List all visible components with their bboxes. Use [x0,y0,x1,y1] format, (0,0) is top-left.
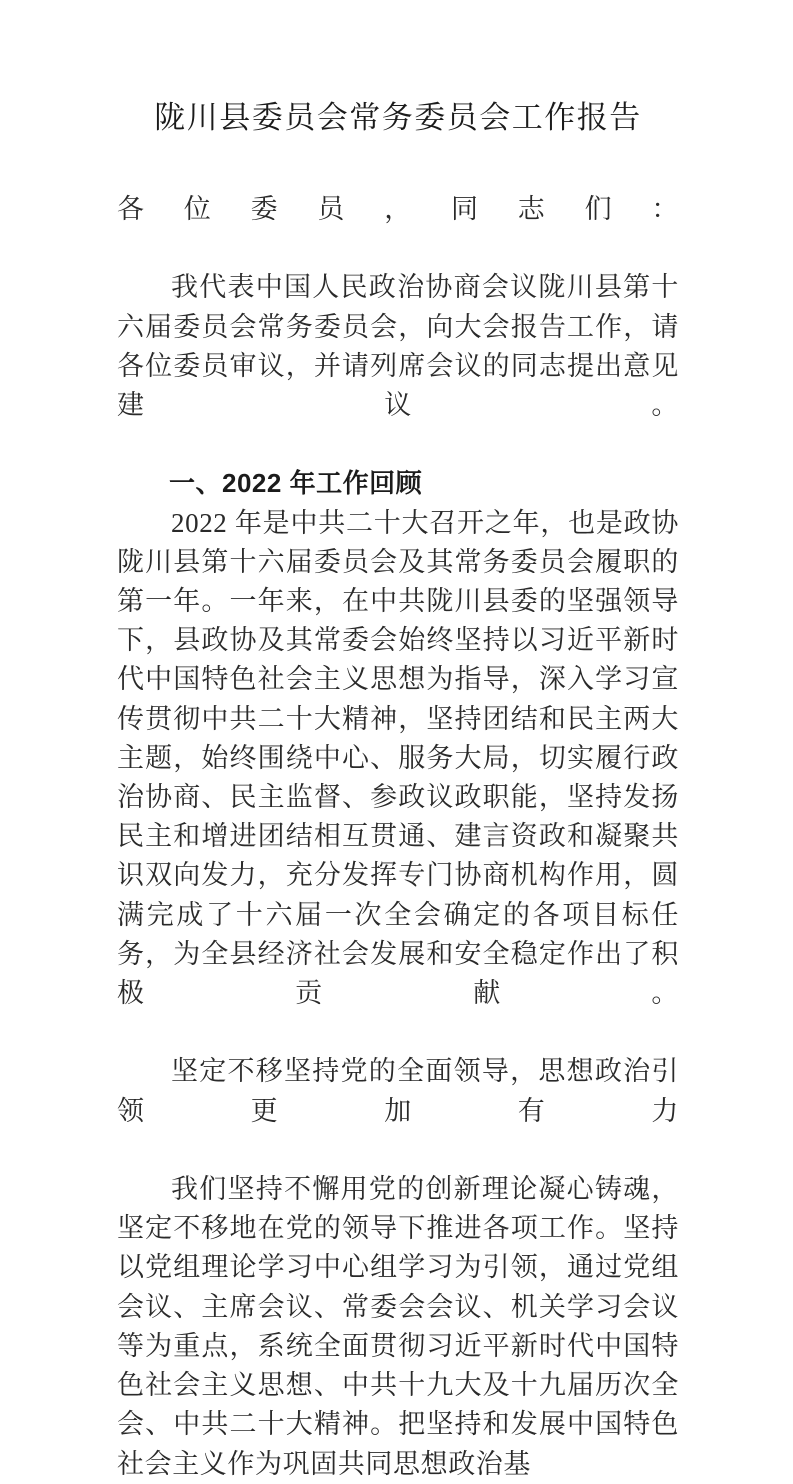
paragraph-opening: 我代表中国人民政治协商会议陇川县第十六届委员会常务委员会，向大会报告工作，请各位委员审议，并请列席会议的同志提出意见建议。 [117,272,679,421]
title-spacer [117,138,679,190]
paragraph-salutation: 各位委员，同志们： [117,194,679,224]
subsection-title-party-leadership: 坚定不移坚持党的全面领导，思想政治引领更加有力 [117,1056,679,1126]
paragraph-section1-body: 2022 年是中共二十大召开之年，也是政协陇川县第十六届委员会及其常务委员会履职的第一年。一年来，在中共陇川县委的坚强领导下，县政协及其常委会始终坚持以习近平新时代中国特色社会主义思想为指导，深入学习宣传贯彻中共二十大精神，坚持团结和民主两大主题，始终围绕中心、服务大局，切实履行政治协商、民主监督、参政议政职能，坚持发扬民主和增进团结相互贯通、建言资政和凝聚共识双向发力，充分发挥专门协商机构作用，圆满完成了十六届一次全会确定的各项目标任务，为全县经济社会发展和安全稳定作出了积极贡献。 [117,507,679,1009]
paragraph-subsection1-body: 我们坚持不懈用党的创新理论凝心铸魂，坚定不移地在党的领导下推进各项工作。坚持以党组理论学习中心组学习为引领，通过党组会议、主席会议、常委会会议、机关学习会议等为重点，系统全面贯彻习近平新时代中国特色社会主义思想、中共十九大及十九届历次全会、中共二十大精神。把坚持和发展中国特色社会主义作为巩固共同思想政治基 [117,1174,679,1479]
page-title: 陇川县委员会常务委员会工作报告 [154,100,642,135]
document-body [117,0,679,1484]
section-heading-work-review: 一、2022 年工作回顾 [169,468,423,499]
